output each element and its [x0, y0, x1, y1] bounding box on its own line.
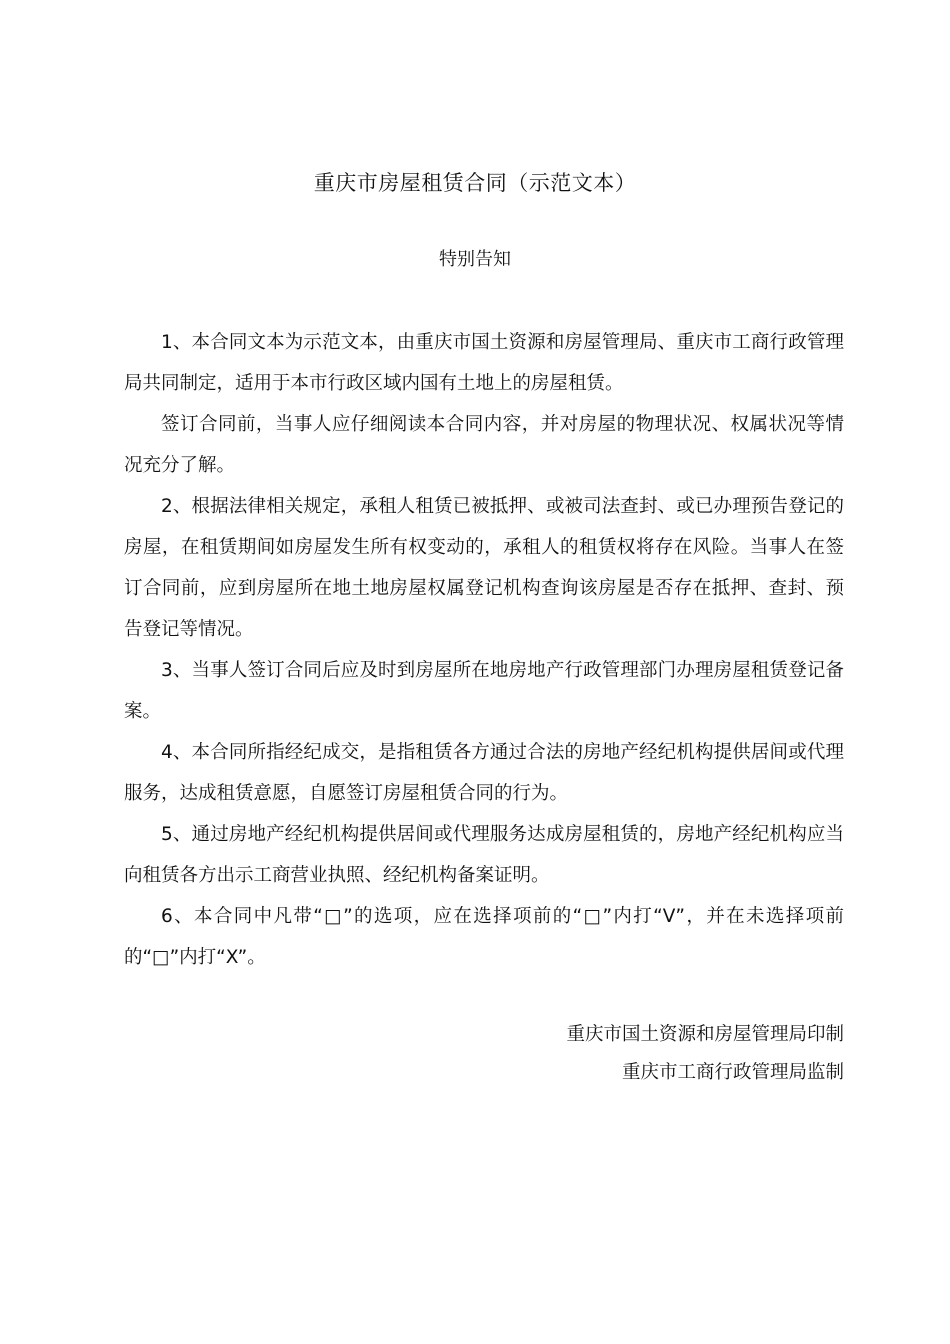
signature-printer: 重庆市国土资源和房屋管理局印制 [566, 1024, 844, 1045]
paragraph-7: 6、本合同中凡带“□”的选项，应在选择项前的“□”内打“V”，并在未选择项前的“□”内打“X”。 [124, 906, 844, 968]
paragraph-2: 签订合同前，当事人应仔细阅读本合同内容，并对房屋的物理状况、权属状况等情况充分了解。 [124, 414, 844, 476]
document-title: 重庆市房屋租赁合同（示范文本） [313, 171, 637, 195]
paragraph-4: 3、当事人签订合同后应及时到房屋所在地房地产行政管理部门办理房屋租赁登记备案。 [124, 660, 844, 722]
paragraph-5: 4、本合同所指经纪成交，是指租赁各方通过合法的房地产经纪机构提供居间或代理服务，达成租赁意愿，自愿签订房屋租赁合同的行为。 [124, 742, 844, 804]
document-body [124, 322, 844, 978]
document-subtitle: 特别告知 [439, 249, 511, 270]
paragraph-3: 2、根据法律相关规定，承租人租赁已被抵押、或被司法查封、或已办理预告登记的房屋，在租赁期间如房屋发生所有权变动的，承租人的租赁权将存在风险。当事人在签订合同前，应到房屋所在地土地房屋权属登记机构查询该房屋是否存在抵押、查封、预告登记等情况。 [124, 496, 844, 640]
paragraph-6: 5、通过房地产经纪机构提供居间或代理服务达成房屋租赁的，房地产经纪机构应当向租赁各方出示工商营业执照、经纪机构备案证明。 [124, 824, 844, 886]
paragraph-1: 1、本合同文本为示范文本，由重庆市国土资源和房屋管理局、重庆市工商行政管理局共同制定，适用于本市行政区域内国有土地上的房屋租赁。 [124, 332, 844, 394]
signature-supervisor: 重庆市工商行政管理局监制 [621, 1062, 844, 1083]
signature-block [566, 1016, 844, 1092]
